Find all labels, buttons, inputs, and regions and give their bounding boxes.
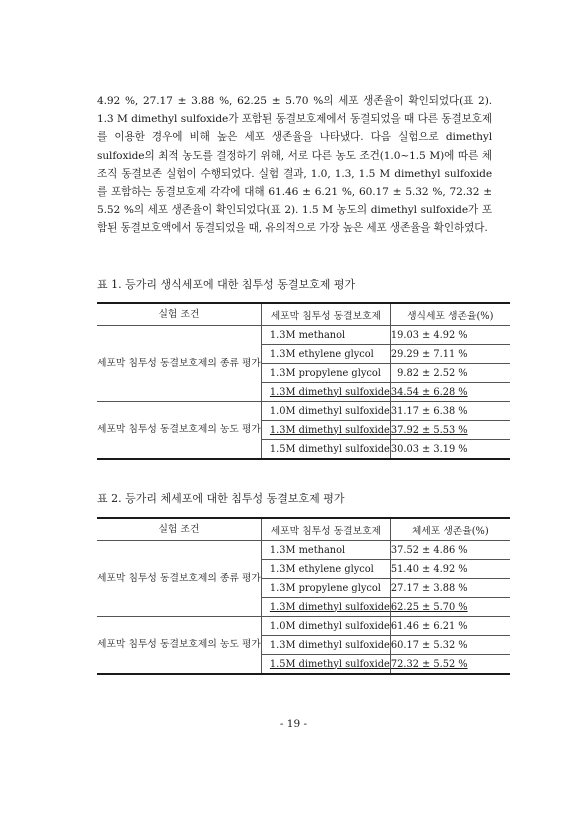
table-header-row [97, 518, 510, 541]
table-row [97, 617, 510, 636]
value-cell: 61.46 ± 6.21 % [390, 617, 509, 636]
agent-cell: 1.0M dimethyl sulfoxide [261, 402, 390, 421]
header-agent: 세포막 침투성 동결보호제 [261, 303, 390, 326]
header-agent: 세포막 침투성 동결보호제 [261, 518, 390, 541]
value-cell: 19.03 ± 4.92 % [390, 326, 509, 345]
agent-cell: 1.0M dimethyl sulfoxide [261, 617, 390, 636]
value-cell: 27.17 ± 3.88 % [390, 579, 509, 598]
group-label: 세포막 침투성 동결보호제의 농도 평가 [97, 402, 261, 460]
value-cell: 29.29 ± 7.11 % [390, 345, 509, 364]
header-survival: 생식세포 생존율(%) [390, 303, 509, 326]
agent-cell: 1.3M propylene glycol [261, 364, 390, 383]
agent-cell: 1.3M dimethyl sulfoxide [261, 421, 390, 440]
table-2 [97, 517, 510, 675]
agent-cell: 1.3M dimethyl sulfoxide [261, 598, 390, 617]
table-1-caption: 표 1. 등가리 생식세포에 대한 침투성 동결보호제 평가 [97, 278, 356, 291]
value-cell: 31.17 ± 6.38 % [390, 402, 509, 421]
group-label: 세포막 침투성 동결보호제의 종류 평가 [97, 541, 261, 617]
table-row [97, 326, 510, 345]
header-condition: 실험 조건 [97, 303, 261, 326]
agent-cell: 1.5M dimethyl sulfoxide [261, 440, 390, 460]
value-cell: 60.17 ± 5.32 % [390, 636, 509, 655]
body-paragraph: 4.92 %, 27.17 ± 3.88 %, 62.25 ± 5.70 %의 세포 생존율이 확인되었다(표 2). 1.3 M dimethyl sulfoxide가 포함된 동결보호제에서 동결되었을 때 다른 동결보호제를 이용한 경우에 비해 높은 세포 생존율을 나타냈다. 다음 실험으로 dimethyl sulfoxide의 최적 농도를 결정하기 위해, 서로 다른 농도 조건(1.0~1.5 M)에 따른 체조직 동결보존 실험이 수행되었다. 실험 결과, 1.0, 1.3, 1.5 M dimethyl sulfoxide를 포함하는 동결보호제 각각에 대해 61.46 ± 6.21 %, 60.17 ± 5.32 %, 72.32 ± 5.52 %의 세포 생존율이 확인되었다(표 2). 1.5 M 농도의 dimethyl sulfoxide가 포함된 동결보호액에서 동결되었을 때, 유의적으로 가장 높은 세포 생존율을 확인하였다. [97, 95, 492, 235]
header-survival: 체세포 생존율(%) [390, 518, 509, 541]
agent-cell: 1.3M dimethyl sulfoxide [261, 636, 390, 655]
value-cell: 37.92 ± 5.53 % [390, 421, 509, 440]
agent-cell: 1.3M propylene glycol [261, 579, 390, 598]
value-cell: 37.52 ± 4.86 % [390, 541, 509, 560]
value-cell: 30.03 ± 3.19 % [390, 440, 509, 460]
value-cell: 34.54 ± 6.28 % [390, 383, 509, 402]
agent-cell: 1.3M dimethyl sulfoxide [261, 383, 390, 402]
table-1 [97, 302, 510, 460]
agent-cell: 1.3M methanol [261, 326, 390, 345]
agent-cell: 1.3M ethylene glycol [261, 345, 390, 364]
page-number: - 19 - [279, 718, 308, 730]
value-cell: 51.40 ± 4.92 % [390, 560, 509, 579]
table-2-caption: 표 2. 등가리 체세포에 대한 침투성 동결보호제 평가 [97, 492, 345, 505]
table-header-row [97, 303, 510, 326]
value-cell: 9.82 ± 2.52 % [390, 364, 509, 383]
agent-cell: 1.3M ethylene glycol [261, 560, 390, 579]
value-cell: 72.32 ± 5.52 % [390, 655, 509, 675]
group-label: 세포막 침투성 동결보호제의 농도 평가 [97, 617, 261, 675]
agent-cell: 1.3M methanol [261, 541, 390, 560]
table-row [97, 541, 510, 560]
agent-cell: 1.5M dimethyl sulfoxide [261, 655, 390, 675]
group-label: 세포막 침투성 동결보호제의 종류 평가 [97, 326, 261, 402]
value-cell: 62.25 ± 5.70 % [390, 598, 509, 617]
header-condition: 실험 조건 [97, 518, 261, 541]
table-row [97, 402, 510, 421]
